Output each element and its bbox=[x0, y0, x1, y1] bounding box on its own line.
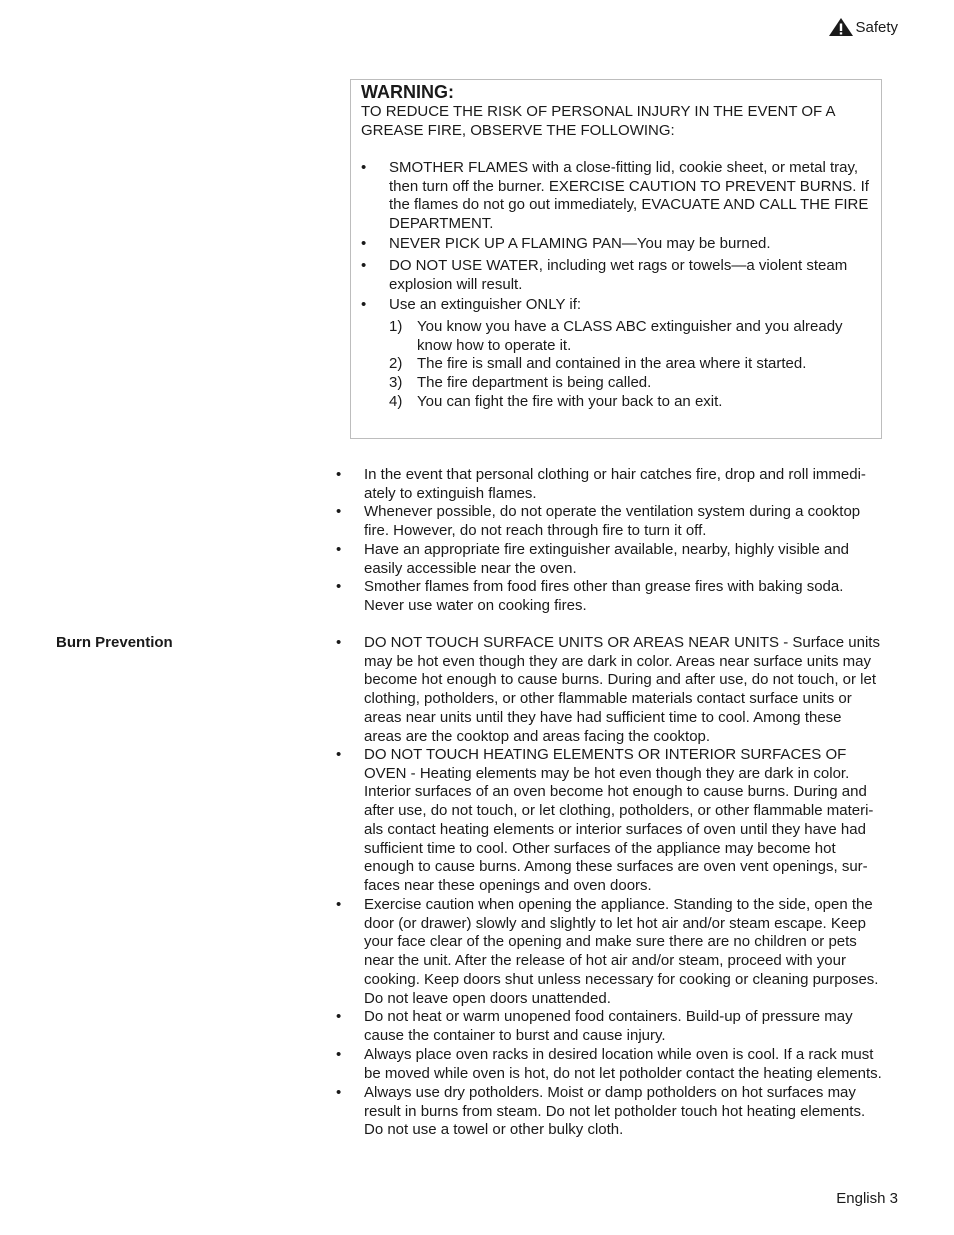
page-number: English 3 bbox=[836, 1190, 898, 1207]
warning-bullet: • NEVER PICK UP A FLAMING PAN—You may be burned. bbox=[361, 235, 771, 252]
burn-prevention-bullet: • DO NOT TOUCH HEATING ELEMENTS OR INTERIOR SURFACES OF OVEN - Heating elements may be hot even though they are dark in color. Interior surfaces of an oven become hot enough to cause burns. During and after use, do not touch, or let clothing, potholders, or other flammable materi- als contact heating elements or interior surfaces of oven until they have had sufficient time to cool. Other surfaces of the appliance may become hot enough to cause burns. Among these surfaces are oven vent openings, sur- faces near these openings and oven doors. bbox=[336, 746, 874, 894]
warning-intro: TO REDUCE THE RISK OF PERSONAL INJURY IN THE EVENT OF A GREASE FIRE, OBSERVE THE FOLLOWING: bbox=[361, 103, 835, 139]
numbered-item: 4) You can fight the fire with your back to an exit. bbox=[389, 393, 723, 410]
page-header bbox=[828, 17, 898, 37]
warning-box bbox=[350, 79, 882, 439]
warning-bullet: • SMOTHER FLAMES with a close-fitting lid, cookie sheet, or metal tray, then turn off the burner. EXERCISE CAUTION TO PREVENT BURNS. If the flames do not go out immediately, EVACUATE AND CALL THE FIRE DEPARTMENT. bbox=[361, 159, 869, 233]
warning-bullet: • Use an extinguisher ONLY if: bbox=[361, 296, 582, 313]
fire-safety-bullet: • Smother flames from food fires other than grease fires with baking soda. Never use water on cooking fires. bbox=[336, 578, 844, 614]
burn-prevention-bullet: • Always place oven racks in desired location while oven is cool. If a rack must be moved while oven is hot, do not let potholder contact the heating elements. bbox=[336, 1046, 882, 1082]
burn-prevention-heading: Burn Prevention bbox=[56, 634, 173, 651]
burn-prevention-bullet: • Exercise caution when opening the appliance. Standing to the side, open the door (or drawer) slowly and slightly to let hot air and/or steam escape. Keep your face clear of the opening and make sure there are no children or pets near the unit. After the release of hot air and/or steam, proceed with your cooking. Keep doors shut unless necessary for cooking or cleaning purposes. Do not leave open doors unattended. bbox=[336, 896, 879, 1007]
fire-safety-bullet: • In the event that personal clothing or hair catches fire, drop and roll immedi- ately to extinguish flames. bbox=[336, 466, 866, 502]
warning-bullet: • DO NOT USE WATER, including wet rags or towels—a violent steam explosion will result. bbox=[361, 257, 848, 293]
fire-safety-bullet: • Whenever possible, do not operate the ventilation system during a cooktop fire. However, do not reach through fire to turn it off. bbox=[336, 503, 861, 539]
section-title: Safety bbox=[855, 19, 898, 36]
warning-triangle-icon bbox=[828, 17, 854, 37]
burn-prevention-bullet: • Do not heat or warm unopened food containers. Build-up of pressure may cause the container to burst and cause injury. bbox=[336, 1008, 853, 1044]
burn-prevention-bullet: • Always use dry potholders. Moist or damp potholders on hot surfaces may result in burns from steam. Do not let potholder touch hot heating elements. Do not use a towel or other bulky cloth. bbox=[336, 1084, 866, 1139]
numbered-item: 2) The fire is small and contained in the area where it started. bbox=[389, 355, 807, 372]
fire-safety-bullet: • Have an appropriate fire extinguisher available, nearby, highly visible and easily accessible near the oven. bbox=[336, 541, 850, 577]
warning-title: WARNING: bbox=[361, 82, 454, 102]
numbered-item: 3) The fire department is being called. bbox=[389, 374, 652, 391]
burn-prevention-bullet: • DO NOT TOUCH SURFACE UNITS OR AREAS NEAR UNITS - Surface units may be hot even though they are dark in color. Areas near surface units may become hot enough to cause burns. During and after use, do not touch, or let clothing, potholders, or other flammable materials contact surface units or areas near units until they have had sufficient time to cool. Among these areas are the cooktop and areas facing the cooktop. bbox=[336, 634, 880, 745]
numbered-item: 1) You know you have a CLASS ABC extinguisher and you already know how to operate it. bbox=[389, 318, 843, 354]
